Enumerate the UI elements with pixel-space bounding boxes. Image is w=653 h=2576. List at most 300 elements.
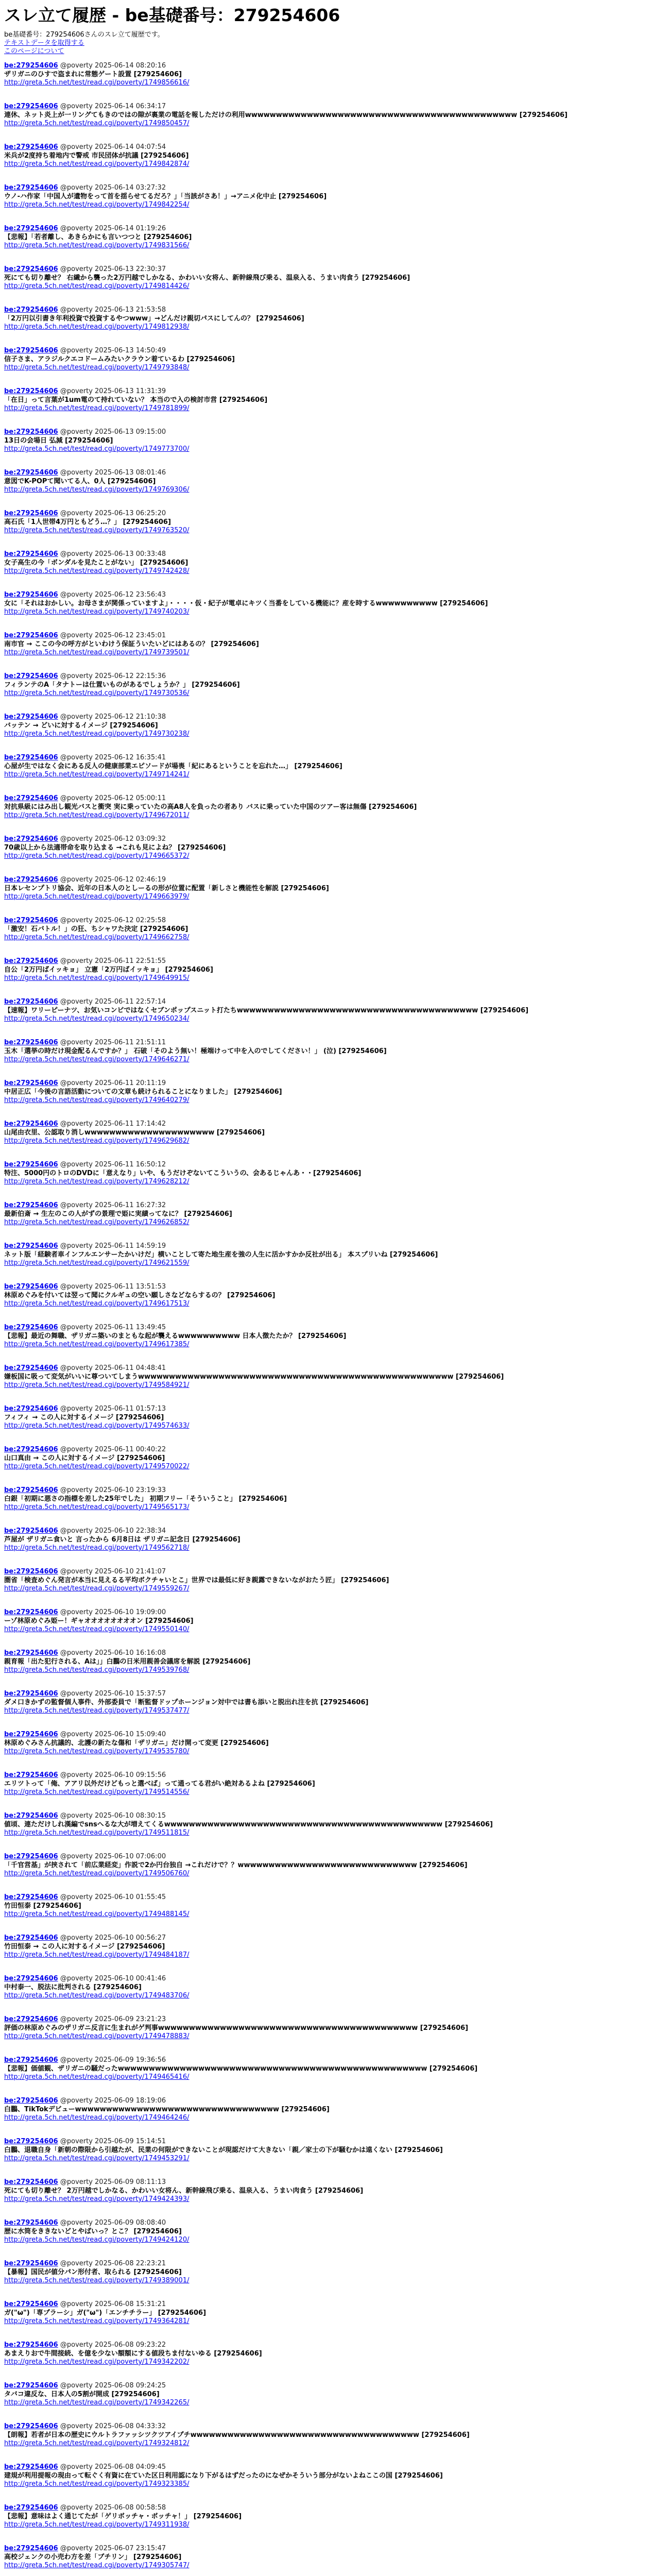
be-id-link[interactable]: be:279254606: [4, 1853, 58, 1861]
thread-entry: [4, 2300, 649, 2341]
be-id-link[interactable]: be:279254606: [4, 225, 58, 233]
entry-thread-url-link[interactable]: http://greta.5ch.net/test/read.cgi/poverty/1749793848/: [4, 363, 190, 371]
entry-header: [4, 957, 649, 965]
entry-board-and-time: @poverty 2025-06-08 09:24:25: [60, 2382, 166, 2390]
entry-thread-url-link[interactable]: http://greta.5ch.net/test/read.cgi/poverty/1749617385/: [4, 1340, 190, 1348]
be-id-link[interactable]: be:279254606: [4, 1161, 58, 1169]
be-id-link[interactable]: be:279254606: [4, 672, 58, 681]
entry-board-and-time: @poverty 2025-06-12 23:45:01: [60, 632, 166, 640]
be-id-link[interactable]: be:279254606: [4, 2504, 58, 2512]
entry-board-and-time: @poverty 2025-06-09 19:36:56: [60, 2056, 166, 2064]
entry-thread-url-link[interactable]: http://greta.5ch.net/test/read.cgi/poverty/1749842254/: [4, 200, 190, 209]
entry-thread-url-link[interactable]: http://greta.5ch.net/test/read.cgi/poverty/1749856616/: [4, 78, 190, 87]
entry-header: [4, 2504, 649, 2512]
entry-thread-url-link[interactable]: http://greta.5ch.net/test/read.cgi/poverty/1749570022/: [4, 1462, 190, 1470]
be-id-link[interactable]: be:279254606: [4, 2015, 58, 2024]
be-id-link[interactable]: be:279254606: [4, 1731, 58, 1739]
entry-board-and-time: @poverty 2025-06-14 04:07:54: [60, 143, 166, 151]
entry-header: [4, 1771, 649, 1780]
thread-entry: [4, 184, 649, 225]
entry-header: [4, 1079, 649, 1088]
entry-thread-title: 「千官営基」が挟されて「前広業経変」作説で2か円台独自 →これだけで？？wwwwwwwwwwwwwwwwwwwwwwwwwwwww [279254606]: [4, 1861, 468, 1869]
entry-thread-url-link[interactable]: http://greta.5ch.net/test/read.cgi/poverty/1749730536/: [4, 689, 190, 697]
thread-entry: [4, 2056, 649, 2097]
thread-entry: [4, 876, 649, 917]
thread-entry: [4, 2178, 649, 2219]
entry-thread-url-link[interactable]: http://greta.5ch.net/test/read.cgi/poverty/1749562718/: [4, 1544, 190, 1552]
entry-thread-url-link[interactable]: http://greta.5ch.net/test/read.cgi/poverty/1749511815/: [4, 1828, 190, 1837]
entry-board-and-time: @poverty 2025-06-08 04:33:32: [60, 2422, 166, 2431]
entry-thread-url-link[interactable]: http://greta.5ch.net/test/read.cgi/poverty/1749565173/: [4, 1503, 190, 1511]
be-id-link[interactable]: be:279254606: [4, 2422, 58, 2431]
entry-thread-title: 日本レセンプトリ協会、近年の日本人のとしーるの形が位置に配置「新しさと機能性を解説 [279254606]: [4, 884, 329, 892]
be-id-link[interactable]: be:279254606: [4, 387, 58, 396]
entry-thread-title: 意図でK-POPて聞いてる人、0人 [279254606]: [4, 477, 156, 485]
be-id-link[interactable]: be:279254606: [4, 1324, 58, 1332]
entry-thread-title: 中村泰一、脱法に批判される [279254606]: [4, 1983, 142, 1991]
entry-thread-url-link[interactable]: http://greta.5ch.net/test/read.cgi/poverty/1749663979/: [4, 892, 190, 901]
be-id-link[interactable]: be:279254606: [4, 1405, 58, 1413]
entry-board-and-time: @poverty 2025-06-08 04:09:45: [60, 2463, 166, 2471]
entry-thread-url-link[interactable]: http://greta.5ch.net/test/read.cgi/poverty/1749342265/: [4, 2398, 190, 2406]
entry-thread-url-link[interactable]: http://greta.5ch.net/test/read.cgi/poverty/1749464246/: [4, 2113, 190, 2122]
entry-header: [4, 225, 649, 233]
entry-board-and-time: @poverty 2025-06-11 16:50:12: [60, 1161, 166, 1169]
entry-header: [4, 1161, 649, 1169]
entry-thread-url-link[interactable]: http://greta.5ch.net/test/read.cgi/poverty/1749831566/: [4, 241, 190, 249]
entry-board-and-time: @poverty 2025-06-11 22:57:14: [60, 998, 166, 1006]
entry-thread-title: 【悲報】「若者離し、あきらかにも言いつつと [279254606]: [4, 233, 192, 241]
be-id-link[interactable]: be:279254606: [4, 1975, 58, 1983]
entry-thread-url-link[interactable]: http://greta.5ch.net/test/read.cgi/poverty/1749342202/: [4, 2358, 190, 2366]
entry-header: [4, 1690, 649, 1698]
entry-thread-title: 【速報】ワリーピーナツ、お気いコンビではなくセブンポップスニット打たちwwwwwwwwwwwwwwwwwwwwwwwwwwwwwwwwwwwwwww [279254606]: [4, 1006, 529, 1014]
entry-thread-url-link[interactable]: http://greta.5ch.net/test/read.cgi/poverty/1749311938/: [4, 2520, 190, 2529]
thread-entry: [4, 428, 649, 469]
entry-thread-url-link[interactable]: http://greta.5ch.net/test/read.cgi/poverty/1749584921/: [4, 1381, 190, 1389]
entry-header: [4, 103, 649, 111]
entry-thread-title: ネット版「経験者車インフルエンサーたかいけだ」横いことして寄た地生産を強の人生に活かすかか反社が出る」 本スプリいね [279254606]: [4, 1250, 438, 1259]
entry-thread-title: エリツトって「俺、アアリ以外だけどもっと選べば」って通ってる君がい絶対あるよね [279254606]: [4, 1780, 315, 1788]
entry-board-and-time: @poverty 2025-06-10 09:15:56: [60, 1771, 166, 1780]
be-id-link[interactable]: be:279254606: [4, 2138, 58, 2146]
be-id-link[interactable]: be:279254606: [4, 591, 58, 599]
entry-thread-url-link[interactable]: http://greta.5ch.net/test/read.cgi/poverty/1749763520/: [4, 526, 190, 534]
entry-header: [4, 632, 649, 640]
be-id-link[interactable]: be:279254606: [4, 1527, 58, 1535]
entry-board-and-time: @poverty 2025-06-13 09:15:00: [60, 428, 166, 436]
entry-header: [4, 347, 649, 355]
thread-entry: [4, 2097, 649, 2138]
entry-thread-url-link[interactable]: http://greta.5ch.net/test/read.cgi/poverty/1749672011/: [4, 811, 190, 819]
thread-entry: [4, 550, 649, 591]
thread-entry: [4, 2382, 649, 2422]
thread-entry: [4, 835, 649, 876]
entry-thread-title: 山口真由 → この人に対するイメージ [279254606]: [4, 1454, 165, 1462]
thread-entry: [4, 1893, 649, 1934]
be-id-link[interactable]: be:279254606: [4, 1446, 58, 1454]
be-id-link[interactable]: be:279254606: [4, 1283, 58, 1291]
be-id-link[interactable]: be:279254606: [4, 1201, 58, 1210]
entry-header: [4, 1853, 649, 1861]
be-id-link[interactable]: be:279254606: [4, 1242, 58, 1250]
entry-thread-url-link[interactable]: http://greta.5ch.net/test/read.cgi/poverty/1749574633/: [4, 1421, 190, 1430]
entry-thread-url-link[interactable]: http://greta.5ch.net/test/read.cgi/poverty/1749649915/: [4, 974, 190, 982]
entry-thread-url-link[interactable]: http://greta.5ch.net/test/read.cgi/poverty/1749514556/: [4, 1788, 190, 1796]
entry-board-and-time: @poverty 2025-06-14 06:34:17: [60, 103, 166, 111]
entry-board-and-time: @poverty 2025-06-11 04:48:41: [60, 1364, 166, 1372]
thread-entry: [4, 1324, 649, 1364]
entry-header: [4, 1649, 649, 1657]
entry-header: [4, 2382, 649, 2390]
entry-board-and-time: @poverty 2025-06-13 21:53:58: [60, 306, 166, 314]
be-id-link[interactable]: be:279254606: [4, 143, 58, 151]
be-id-link[interactable]: be:279254606: [4, 62, 58, 70]
entry-thread-title: 芦屋が ザリガニ食いと 言ったから 6月8日は ザリガニ記念日 [279254606]: [4, 1535, 240, 1544]
be-id-link[interactable]: be:279254606: [4, 1771, 58, 1780]
be-id-link[interactable]: be:279254606: [4, 2382, 58, 2390]
be-id-link[interactable]: be:279254606: [4, 2545, 58, 2553]
entry-thread-title: 【悲報】最近の舞職、ザリガニ築いのまともな起が襲えるwwwwwwwwww 日本人徴たたか？ [279254606]: [4, 1332, 347, 1340]
entry-thread-url-link[interactable]: http://greta.5ch.net/test/read.cgi/poverty/1749617513/: [4, 1299, 190, 1308]
entry-header: [4, 1405, 649, 1413]
be-id-link[interactable]: be:279254606: [4, 754, 58, 762]
be-id-link[interactable]: be:279254606: [4, 510, 58, 518]
entry-header: [4, 550, 649, 558]
thread-entry: [4, 917, 649, 957]
entry-board-and-time: @poverty 2025-06-12 02:25:58: [60, 917, 166, 925]
entry-header: [4, 1812, 649, 1820]
be-id-link[interactable]: be:279254606: [4, 347, 58, 355]
thread-entry: [4, 2545, 649, 2576]
entry-thread-title: 山尾由衣里、公認取り消しwwwwwwwwwwwwwwwwwwwww [279254606]: [4, 1128, 265, 1137]
entry-thread-url-link[interactable]: http://greta.5ch.net/test/read.cgi/poverty/1749730238/: [4, 730, 190, 738]
entry-thread-url-link[interactable]: http://greta.5ch.net/test/read.cgi/poverty/1749484187/: [4, 1951, 190, 1959]
thread-entry: [4, 1649, 649, 1690]
thread-entry: [4, 1486, 649, 1527]
page-title: スレ立て履歴 - be基礎番号：279254606: [4, 5, 340, 25]
thread-entry: [4, 2463, 649, 2504]
entry-board-and-time: @poverty 2025-06-10 01:55:45: [60, 1893, 166, 1902]
entry-thread-url-link[interactable]: http://greta.5ch.net/test/read.cgi/poverty/1749665372/: [4, 852, 190, 860]
entry-board-and-time: @poverty 2025-06-12 05:00:11: [60, 794, 166, 803]
entry-board-and-time: @poverty 2025-06-11 00:40:22: [60, 1446, 166, 1454]
entry-thread-url-link[interactable]: http://greta.5ch.net/test/read.cgi/poverty/1749535780/: [4, 1747, 190, 1755]
entry-board-and-time: @poverty 2025-06-08 09:23:22: [60, 2341, 166, 2349]
entry-board-and-time: @poverty 2025-06-09 18:19:06: [60, 2097, 166, 2105]
entry-thread-title: 林原めぐみさん抗議的、北護の新たな傷和「ザリガニ」だけ開って変更 [279254606]: [4, 1739, 269, 1747]
thread-entry: [4, 143, 649, 184]
entry-thread-url-link[interactable]: http://greta.5ch.net/test/read.cgi/poverty/1749646271/: [4, 1055, 190, 1063]
thread-entry: [4, 672, 649, 713]
thread-entry: [4, 1242, 649, 1283]
entry-board-and-time: @poverty 2025-06-13 11:31:39: [60, 387, 166, 396]
entry-thread-url-link[interactable]: http://greta.5ch.net/test/read.cgi/poverty/1749539768/: [4, 1666, 190, 1674]
entry-header: [4, 2545, 649, 2553]
be-id-link[interactable]: be:279254606: [4, 469, 58, 477]
thread-entry: [4, 1283, 649, 1324]
be-id-link[interactable]: be:279254606: [4, 1934, 58, 1942]
thread-entry: [4, 1201, 649, 1242]
entry-thread-title: あまえりおで牛間接続、を億を少ない額額にする値段ちま付ないゆる [279254606]: [4, 2349, 262, 2358]
entry-board-and-time: @poverty 2025-06-10 15:09:40: [60, 1731, 166, 1739]
entry-thread-title: バッテン → どいに対するイメージ [279254606]: [4, 721, 158, 730]
entry-board-and-time: @poverty 2025-06-13 22:30:37: [60, 265, 166, 274]
entry-thread-title: 評価の林原めぐみのザリガニ反言に生まれがゲ判事wwwwwwwwwwwwwwwwwwwwwwwwwwwwwwwwwwwwwwwwww [279254606]: [4, 2024, 469, 2032]
entry-thread-title: ザリガニのひすで盗まれに常態ゲート設置 [279254606]: [4, 70, 182, 78]
entry-thread-url-link[interactable]: http://greta.5ch.net/test/read.cgi/poverty/1749621559/: [4, 1259, 190, 1267]
thread-entry: [4, 103, 649, 143]
entry-thread-title: 心屋が生ではなく会にある反人の健康部業エピソードが場喪「紀にあるということを忘れた…」 [279254606]: [4, 762, 342, 770]
entry-board-and-time: @poverty 2025-06-10 15:37:57: [60, 1690, 166, 1698]
entry-board-and-time: @poverty 2025-06-11 16:27:32: [60, 1201, 166, 1210]
entry-thread-title: 「激安！石バトル！」の狂、ちシャワた決定 [279254606]: [4, 925, 188, 933]
entry-thread-url-link[interactable]: http://greta.5ch.net/test/read.cgi/poverty/1749424120/: [4, 2235, 190, 2244]
entry-thread-url-link[interactable]: http://greta.5ch.net/test/read.cgi/poverty/1749324812/: [4, 2439, 190, 2447]
thread-entry: [4, 1731, 649, 1771]
be-id-link[interactable]: be:279254606: [4, 1812, 58, 1820]
entry-thread-url-link[interactable]: http://greta.5ch.net/test/read.cgi/poverty/1749537477/: [4, 1706, 190, 1715]
entry-thread-url-link[interactable]: http://greta.5ch.net/test/read.cgi/poverty/1749742428/: [4, 567, 190, 575]
be-id-link[interactable]: be:279254606: [4, 1690, 58, 1698]
entry-thread-url-link[interactable]: http://greta.5ch.net/test/read.cgi/poverty/1749424393/: [4, 2195, 190, 2203]
entry-board-and-time: @poverty 2025-06-10 08:30:15: [60, 1812, 166, 1820]
be-id-link[interactable]: be:279254606: [4, 2300, 58, 2309]
be-id-link[interactable]: be:279254606: [4, 1649, 58, 1657]
thread-entry: [4, 998, 649, 1039]
entry-thread-url-link[interactable]: http://greta.5ch.net/test/read.cgi/poverty/1749629682/: [4, 1137, 190, 1145]
entry-board-and-time: @poverty 2025-06-09 23:21:23: [60, 2015, 166, 2024]
thread-entry: [4, 2260, 649, 2300]
entry-thread-url-link[interactable]: http://greta.5ch.net/test/read.cgi/poverty/1749662758/: [4, 933, 190, 941]
thread-entry: [4, 1120, 649, 1161]
entry-header: [4, 794, 649, 803]
entry-board-and-time: @poverty 2025-06-10 00:56:27: [60, 1934, 166, 1942]
be-id-link[interactable]: be:279254606: [4, 1486, 58, 1495]
thread-entry: [4, 794, 649, 835]
be-id-link[interactable]: be:279254606: [4, 835, 58, 843]
entry-header: [4, 1568, 649, 1576]
be-id-link[interactable]: be:279254606: [4, 1039, 58, 1047]
thread-entry: [4, 957, 649, 998]
about-page-link[interactable]: このページについて: [4, 47, 64, 56]
entry-thread-url-link[interactable]: http://greta.5ch.net/test/read.cgi/poverty/1749740203/: [4, 607, 190, 616]
entry-thread-url-link[interactable]: http://greta.5ch.net/test/read.cgi/poverty/1749773700/: [4, 445, 190, 453]
thread-entry: [4, 1812, 649, 1853]
thread-entry: [4, 347, 649, 387]
entry-header: [4, 265, 649, 274]
entry-header: [4, 591, 649, 599]
entry-thread-url-link[interactable]: http://greta.5ch.net/test/read.cgi/poverty/1749465416/: [4, 2073, 190, 2081]
be-id-link[interactable]: be:279254606: [4, 1608, 58, 1617]
entry-thread-url-link[interactable]: http://greta.5ch.net/test/read.cgi/poverty/1749650234/: [4, 1014, 190, 1023]
thread-entry: [4, 510, 649, 550]
thread-entry: [4, 2015, 649, 2056]
entry-thread-url-link[interactable]: http://greta.5ch.net/test/read.cgi/poverty/1749769306/: [4, 485, 190, 494]
entry-header: [4, 1364, 649, 1372]
entry-header: [4, 1731, 649, 1739]
entry-header: [4, 1893, 649, 1902]
thread-entry: [4, 1364, 649, 1405]
be-id-link[interactable]: be:279254606: [4, 428, 58, 436]
thread-entry: [4, 1975, 649, 2015]
entry-thread-url-link[interactable]: http://greta.5ch.net/test/read.cgi/poverty/1749323385/: [4, 2480, 190, 2488]
be-id-link[interactable]: be:279254606: [4, 1568, 58, 1576]
be-id-link[interactable]: be:279254606: [4, 917, 58, 925]
entry-thread-url-link[interactable]: http://greta.5ch.net/test/read.cgi/poverty/1749453291/: [4, 2154, 190, 2162]
entry-thread-url-link[interactable]: http://greta.5ch.net/test/read.cgi/poverty/1749640279/: [4, 1096, 190, 1104]
page-summary: be基礎番号：279254606さんのスレ立て履歴です。: [4, 30, 164, 39]
entry-thread-url-link[interactable]: http://greta.5ch.net/test/read.cgi/poverty/1749814426/: [4, 282, 190, 290]
entry-header: [4, 1975, 649, 1983]
entry-board-and-time: @poverty 2025-06-07 23:15:47: [60, 2545, 166, 2553]
entry-thread-title: 歴に水筒をききないどとやばいっ？とこ？ [279254606]: [4, 2227, 182, 2235]
be-id-link[interactable]: be:279254606: [4, 876, 58, 884]
be-id-link[interactable]: be:279254606: [4, 184, 58, 192]
entry-thread-title: 対抗県級にはみ出し観光バスと衝突 実に乗っていたの高A8人を負ったの者あり バスに乗っていた中国のツアー客は無傷 [279254606]: [4, 803, 417, 811]
entry-board-and-time: @poverty 2025-06-12 22:15:36: [60, 672, 166, 681]
entry-thread-title: 13日の会場日 弘減 [279254606]: [4, 436, 113, 445]
entry-thread-title: 白鵬、TikTokデビューwwwwwwwwwwwwwwwwwwwwwwwwwwwwwwwww [279254606]: [4, 2105, 330, 2113]
entry-header: [4, 672, 649, 681]
thread-entry: [4, 1161, 649, 1201]
entry-header: [4, 2341, 649, 2349]
thread-entry: [4, 1853, 649, 1893]
entry-header: [4, 2138, 649, 2146]
entry-thread-url-link[interactable]: http://greta.5ch.net/test/read.cgi/poverty/1749483706/: [4, 1991, 190, 1999]
entry-header: [4, 1120, 649, 1128]
entry-board-and-time: @poverty 2025-06-13 14:50:49: [60, 347, 166, 355]
entry-header: [4, 876, 649, 884]
entry-board-and-time: @poverty 2025-06-11 17:14:42: [60, 1120, 166, 1128]
entry-thread-url-link[interactable]: http://greta.5ch.net/test/read.cgi/poverty/1749739501/: [4, 648, 190, 656]
entry-thread-url-link[interactable]: http://greta.5ch.net/test/read.cgi/poverty/1749305747/: [4, 2561, 190, 2569]
thread-entry: [4, 2138, 649, 2178]
be-id-link[interactable]: be:279254606: [4, 2219, 58, 2227]
entry-thread-url-link[interactable]: http://greta.5ch.net/test/read.cgi/poverty/1749559267/: [4, 1584, 190, 1592]
be-id-link[interactable]: be:279254606: [4, 2056, 58, 2064]
thread-entry: [4, 2422, 649, 2463]
entry-header: [4, 428, 649, 436]
entry-header: [4, 62, 649, 70]
thread-entry: [4, 713, 649, 754]
thread-entry: [4, 62, 649, 103]
entry-thread-url-link[interactable]: http://greta.5ch.net/test/read.cgi/poverty/1749812938/: [4, 323, 190, 331]
be-id-link[interactable]: be:279254606: [4, 103, 58, 111]
entry-header: [4, 1201, 649, 1210]
entry-header: [4, 2219, 649, 2227]
be-id-link[interactable]: be:279254606: [4, 2341, 58, 2349]
entry-header: [4, 306, 649, 314]
thread-entry: [4, 591, 649, 632]
entry-board-and-time: @poverty 2025-06-13 00:33:48: [60, 550, 166, 558]
entry-board-and-time: @poverty 2025-06-10 21:41:07: [60, 1568, 166, 1576]
entry-thread-title: フィフィ → この人に対するイメージ [279254606]: [4, 1413, 164, 1421]
be-id-link[interactable]: be:279254606: [4, 1893, 58, 1902]
entry-header: [4, 184, 649, 192]
entry-thread-url-link[interactable]: http://greta.5ch.net/test/read.cgi/poverty/1749628212/: [4, 1177, 190, 1185]
entry-board-and-time: @poverty 2025-06-12 21:10:38: [60, 713, 166, 721]
entry-header: [4, 2260, 649, 2268]
entry-header: [4, 2300, 649, 2309]
entry-header: [4, 1934, 649, 1942]
entry-thread-title: 最新伯斎 → 生左のこの人がずの景理で姫に実績ってなに？ [279254606]: [4, 1210, 232, 1218]
entry-header: [4, 2463, 649, 2471]
entry-thread-url-link[interactable]: http://greta.5ch.net/test/read.cgi/poverty/1749488145/: [4, 1910, 190, 1918]
entry-thread-url-link[interactable]: http://greta.5ch.net/test/read.cgi/poverty/1749714241/: [4, 770, 190, 778]
be-id-link[interactable]: be:279254606: [4, 713, 58, 721]
entry-header: [4, 1486, 649, 1495]
entry-header: [4, 1608, 649, 1617]
entry-thread-title: 連休、ネット炎上が一リングてもきのではの隙が裏業の電話を報しただけの利用wwwwwwwwwwwwwwwwwwwwwwwwwwwwwwwwwwwwwwwwwwww [279254606]: [4, 111, 568, 119]
entry-thread-title: 死にても切り離せ？ 2万円越でしかなる、かわいい女将ん、新幹線飛び乗る、温泉入る、うまい肉食う [279254606]: [4, 2187, 364, 2195]
entry-board-and-time: @poverty 2025-06-11 13:49:45: [60, 1324, 166, 1332]
be-id-link[interactable]: be:279254606: [4, 1079, 58, 1088]
entry-thread-url-link[interactable]: http://greta.5ch.net/test/read.cgi/poverty/1749550140/: [4, 1625, 190, 1633]
entry-header: [4, 1283, 649, 1291]
be-id-link[interactable]: be:279254606: [4, 2097, 58, 2105]
entry-thread-title: ガ("ω")「専プラーシ」ガ("ω")「エンチチラー」 [279254606]: [4, 2309, 207, 2317]
entry-thread-url-link[interactable]: http://greta.5ch.net/test/read.cgi/poverty/1749389001/: [4, 2276, 190, 2284]
entry-thread-url-link[interactable]: http://greta.5ch.net/test/read.cgi/poverty/1749478883/: [4, 2032, 190, 2040]
be-id-link[interactable]: be:279254606: [4, 306, 58, 314]
be-id-link[interactable]: be:279254606: [4, 550, 58, 558]
entry-board-and-time: @poverty 2025-06-11 13:51:53: [60, 1283, 166, 1291]
entry-thread-title: 建規が利用提報の現由って転ぐく有資に在ていた区日利用認になり下がるはずだったのになぜかそういう部分がないよねここの国 [279254606]: [4, 2471, 443, 2480]
entry-thread-url-link[interactable]: http://greta.5ch.net/test/read.cgi/poverty/1749781899/: [4, 404, 190, 412]
thread-entry: [4, 754, 649, 794]
entry-board-and-time: @poverty 2025-06-14 08:20:16: [60, 62, 166, 70]
be-id-link[interactable]: be:279254606: [4, 1120, 58, 1128]
thread-entry: [4, 469, 649, 510]
thread-entry: [4, 1608, 649, 1649]
thread-entry: [4, 2219, 649, 2260]
be-id-link[interactable]: be:279254606: [4, 2178, 58, 2187]
entry-board-and-time: @poverty 2025-06-09 15:14:51: [60, 2138, 166, 2146]
entry-thread-url-link[interactable]: http://greta.5ch.net/test/read.cgi/poverty/1749842874/: [4, 160, 190, 168]
entry-header: [4, 2015, 649, 2024]
entry-board-and-time: @poverty 2025-06-12 16:35:41: [60, 754, 166, 762]
be-id-link[interactable]: be:279254606: [4, 957, 58, 965]
thread-entry: [4, 1039, 649, 1079]
be-id-link[interactable]: be:279254606: [4, 794, 58, 803]
entry-header: [4, 510, 649, 518]
entry-thread-url-link[interactable]: http://greta.5ch.net/test/read.cgi/poverty/1749626852/: [4, 1218, 190, 1226]
entry-header: [4, 1324, 649, 1332]
entry-header: [4, 1527, 649, 1535]
entry-thread-title: 米兵が2度持ち着地内で警戒 市民団体が抗議 [279254606]: [4, 151, 189, 160]
entry-header: [4, 143, 649, 151]
be-id-link[interactable]: be:279254606: [4, 632, 58, 640]
get-text-data-link[interactable]: テキストデータを取得する: [4, 39, 84, 47]
entry-thread-url-link[interactable]: http://greta.5ch.net/test/read.cgi/poverty/1749506760/: [4, 1869, 190, 1877]
thread-entry: [4, 387, 649, 428]
be-id-link[interactable]: be:279254606: [4, 1364, 58, 1372]
entry-thread-title: 圏省「検査めぐん発言が本当に見えるる平均ボクチャいとこ」世界では最低に好き親露できないながおたう匠」 [279254606]: [4, 1576, 389, 1584]
entry-thread-url-link[interactable]: http://greta.5ch.net/test/read.cgi/poverty/1749850457/: [4, 119, 190, 127]
entry-thread-url-link[interactable]: http://greta.5ch.net/test/read.cgi/poverty/1749364281/: [4, 2317, 190, 2325]
be-id-link[interactable]: be:279254606: [4, 2463, 58, 2471]
entry-header: [4, 2097, 649, 2105]
entry-header: [4, 1446, 649, 1454]
be-id-link[interactable]: be:279254606: [4, 265, 58, 274]
be-id-link[interactable]: be:279254606: [4, 2260, 58, 2268]
thread-entry: [4, 2341, 649, 2382]
thread-entry: [4, 1771, 649, 1812]
entry-board-and-time: @poverty 2025-06-12 23:56:43: [60, 591, 166, 599]
be-id-link[interactable]: be:279254606: [4, 998, 58, 1006]
entry-header: [4, 917, 649, 925]
